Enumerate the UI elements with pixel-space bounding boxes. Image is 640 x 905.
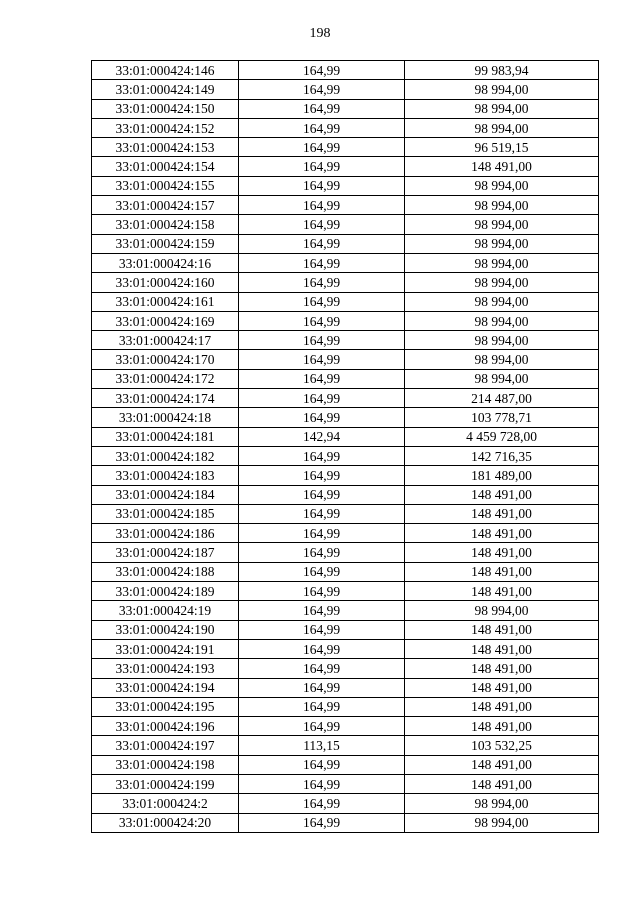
rate-cell: 164,99 — [239, 582, 405, 601]
cadastral-value-cell: 148 491,00 — [405, 755, 599, 774]
cadastral-value-cell: 148 491,00 — [405, 582, 599, 601]
cadastral-number-cell: 33:01:000424:194 — [92, 678, 239, 697]
page-number: 198 — [309, 26, 331, 41]
rate-cell: 164,99 — [239, 755, 405, 774]
table-row — [92, 389, 599, 408]
table-row — [92, 582, 599, 601]
table-row — [92, 196, 599, 215]
cadastral-number-cell: 33:01:000424:157 — [92, 196, 239, 215]
cadastral-number-cell: 33:01:000424:158 — [92, 215, 239, 234]
cadastral-number-cell: 33:01:000424:155 — [92, 176, 239, 195]
cadastral-number-cell: 33:01:000424:159 — [92, 234, 239, 253]
cadastral-number-cell: 33:01:000424:193 — [92, 659, 239, 678]
table-row — [92, 331, 599, 350]
cadastral-value-cell: 148 491,00 — [405, 659, 599, 678]
cadastral-value-cell: 103 532,25 — [405, 736, 599, 755]
cadastral-number-cell: 33:01:000424:146 — [92, 61, 239, 80]
cadastral-value-cell: 98 994,00 — [405, 794, 599, 813]
cadastral-value-cell: 98 994,00 — [405, 311, 599, 330]
cadastral-value-cell: 4 459 728,00 — [405, 427, 599, 446]
cadastral-number-cell: 33:01:000424:184 — [92, 485, 239, 504]
table-row — [92, 408, 599, 427]
table-row — [92, 504, 599, 523]
rate-cell: 164,99 — [239, 350, 405, 369]
rate-cell: 164,99 — [239, 659, 405, 678]
cadastral-value-cell: 142 716,35 — [405, 446, 599, 465]
rate-cell: 164,99 — [239, 620, 405, 639]
cadastral-number-cell: 33:01:000424:19 — [92, 601, 239, 620]
cadastral-number-cell: 33:01:000424:18 — [92, 408, 239, 427]
cadastral-number-cell: 33:01:000424:20 — [92, 813, 239, 832]
table-row — [92, 176, 599, 195]
rate-cell: 164,99 — [239, 813, 405, 832]
cadastral-value-cell: 103 778,71 — [405, 408, 599, 427]
cadastral-value-cell: 98 994,00 — [405, 601, 599, 620]
rate-cell: 164,99 — [239, 717, 405, 736]
table-row — [92, 446, 599, 465]
rate-cell: 164,99 — [239, 562, 405, 581]
table-row — [92, 697, 599, 716]
cadastral-number-cell: 33:01:000424:161 — [92, 292, 239, 311]
table-row — [92, 292, 599, 311]
rate-cell: 164,99 — [239, 80, 405, 99]
rate-cell: 164,99 — [239, 601, 405, 620]
cadastral-value-cell: 98 994,00 — [405, 196, 599, 215]
cadastral-value-cell: 148 491,00 — [405, 504, 599, 523]
cadastral-value-cell: 98 994,00 — [405, 118, 599, 137]
table-row — [92, 485, 599, 504]
rate-cell: 113,15 — [239, 736, 405, 755]
cadastral-number-cell: 33:01:000424:172 — [92, 369, 239, 388]
rate-cell: 164,99 — [239, 485, 405, 504]
cadastral-value-cell: 148 491,00 — [405, 697, 599, 716]
cadastral-value-cell: 98 994,00 — [405, 369, 599, 388]
cadastral-value-cell: 148 491,00 — [405, 485, 599, 504]
rate-cell: 164,99 — [239, 369, 405, 388]
table-row — [92, 678, 599, 697]
rate-cell: 164,99 — [239, 253, 405, 272]
cadastral-number-cell: 33:01:000424:195 — [92, 697, 239, 716]
cadastral-value-cell: 181 489,00 — [405, 466, 599, 485]
rate-cell: 164,99 — [239, 176, 405, 195]
rate-cell: 164,99 — [239, 794, 405, 813]
table-row — [92, 659, 599, 678]
rate-cell: 164,99 — [239, 61, 405, 80]
rate-cell: 164,99 — [239, 389, 405, 408]
cadastral-value-cell: 98 994,00 — [405, 80, 599, 99]
rate-cell: 164,99 — [239, 543, 405, 562]
rate-cell: 164,99 — [239, 215, 405, 234]
rate-cell: 164,99 — [239, 639, 405, 658]
cadastral-value-cell: 98 994,00 — [405, 215, 599, 234]
rate-cell: 164,99 — [239, 697, 405, 716]
cadastral-value-cell: 98 994,00 — [405, 253, 599, 272]
rate-cell: 164,99 — [239, 99, 405, 118]
cadastral-number-cell: 33:01:000424:150 — [92, 99, 239, 118]
rate-cell: 164,99 — [239, 234, 405, 253]
cadastral-number-cell: 33:01:000424:186 — [92, 524, 239, 543]
table-row — [92, 774, 599, 793]
cadastral-value-cell: 148 491,00 — [405, 678, 599, 697]
table-row — [92, 794, 599, 813]
table-row — [92, 736, 599, 755]
cadastral-value-cell: 148 491,00 — [405, 717, 599, 736]
cadastral-number-cell: 33:01:000424:198 — [92, 755, 239, 774]
cadastral-value-cell: 98 994,00 — [405, 331, 599, 350]
rate-cell: 164,99 — [239, 196, 405, 215]
cadastral-value-cell: 98 994,00 — [405, 99, 599, 118]
cadastral-number-cell: 33:01:000424:17 — [92, 331, 239, 350]
cadastral-value-cell: 96 519,15 — [405, 138, 599, 157]
cadastral-value-cell: 98 994,00 — [405, 813, 599, 832]
cadastral-value-cell: 98 994,00 — [405, 273, 599, 292]
rate-cell: 164,99 — [239, 524, 405, 543]
cadastral-number-cell: 33:01:000424:185 — [92, 504, 239, 523]
cadastral-value-cell: 98 994,00 — [405, 350, 599, 369]
table-row — [92, 138, 599, 157]
cadastral-value-cell: 98 994,00 — [405, 176, 599, 195]
cadastral-number-cell: 33:01:000424:154 — [92, 157, 239, 176]
cadastral-value-cell: 148 491,00 — [405, 639, 599, 658]
cadastral-value-cell: 148 491,00 — [405, 524, 599, 543]
cadastral-number-cell: 33:01:000424:183 — [92, 466, 239, 485]
cadastral-number-cell: 33:01:000424:16 — [92, 253, 239, 272]
rate-cell: 164,99 — [239, 292, 405, 311]
cadastral-value-cell: 148 491,00 — [405, 562, 599, 581]
cadastral-number-cell: 33:01:000424:152 — [92, 118, 239, 137]
table-row — [92, 80, 599, 99]
cadastral-number-cell: 33:01:000424:169 — [92, 311, 239, 330]
table-body — [92, 61, 599, 833]
cadastral-value-table — [91, 60, 599, 833]
table-row — [92, 620, 599, 639]
cadastral-number-cell: 33:01:000424:196 — [92, 717, 239, 736]
cadastral-number-cell: 33:01:000424:190 — [92, 620, 239, 639]
rate-cell: 164,99 — [239, 118, 405, 137]
table-row — [92, 61, 599, 80]
cadastral-number-cell: 33:01:000424:181 — [92, 427, 239, 446]
table-row — [92, 369, 599, 388]
rate-cell: 164,99 — [239, 504, 405, 523]
table-row — [92, 562, 599, 581]
cadastral-value-cell: 148 491,00 — [405, 774, 599, 793]
table-row — [92, 157, 599, 176]
table-row — [92, 253, 599, 272]
cadastral-number-cell: 33:01:000424:197 — [92, 736, 239, 755]
cadastral-value-cell: 148 491,00 — [405, 620, 599, 639]
table-row — [92, 543, 599, 562]
table-row — [92, 311, 599, 330]
cadastral-number-cell: 33:01:000424:174 — [92, 389, 239, 408]
table-row — [92, 601, 599, 620]
cadastral-number-cell: 33:01:000424:170 — [92, 350, 239, 369]
rate-cell: 164,99 — [239, 774, 405, 793]
table-row — [92, 273, 599, 292]
rate-cell: 164,99 — [239, 157, 405, 176]
table-row — [92, 755, 599, 774]
cadastral-value-cell: 148 491,00 — [405, 157, 599, 176]
cadastral-value-cell: 98 994,00 — [405, 234, 599, 253]
cadastral-number-cell: 33:01:000424:188 — [92, 562, 239, 581]
table-row — [92, 524, 599, 543]
table-row — [92, 427, 599, 446]
cadastral-number-cell: 33:01:000424:149 — [92, 80, 239, 99]
rate-cell: 164,99 — [239, 311, 405, 330]
cadastral-number-cell: 33:01:000424:191 — [92, 639, 239, 658]
cadastral-number-cell: 33:01:000424:199 — [92, 774, 239, 793]
rate-cell: 164,99 — [239, 138, 405, 157]
rate-cell: 164,99 — [239, 678, 405, 697]
rate-cell: 164,99 — [239, 466, 405, 485]
cadastral-number-cell: 33:01:000424:189 — [92, 582, 239, 601]
table-row — [92, 118, 599, 137]
cadastral-value-cell: 99 983,94 — [405, 61, 599, 80]
cadastral-number-cell: 33:01:000424:153 — [92, 138, 239, 157]
rate-cell: 164,99 — [239, 331, 405, 350]
rate-cell: 164,99 — [239, 273, 405, 292]
rate-cell: 142,94 — [239, 427, 405, 446]
cadastral-number-cell: 33:01:000424:160 — [92, 273, 239, 292]
cadastral-number-cell: 33:01:000424:2 — [92, 794, 239, 813]
cadastral-number-cell: 33:01:000424:187 — [92, 543, 239, 562]
table-row — [92, 350, 599, 369]
cadastral-value-cell: 214 487,00 — [405, 389, 599, 408]
cadastral-value-cell: 98 994,00 — [405, 292, 599, 311]
table-row — [92, 813, 599, 832]
cadastral-number-cell: 33:01:000424:182 — [92, 446, 239, 465]
cadastral-value-cell: 148 491,00 — [405, 543, 599, 562]
table-row — [92, 234, 599, 253]
table-row — [92, 466, 599, 485]
table-row — [92, 639, 599, 658]
table-row — [92, 99, 599, 118]
rate-cell: 164,99 — [239, 446, 405, 465]
rate-cell: 164,99 — [239, 408, 405, 427]
table-row — [92, 717, 599, 736]
table-row — [92, 215, 599, 234]
